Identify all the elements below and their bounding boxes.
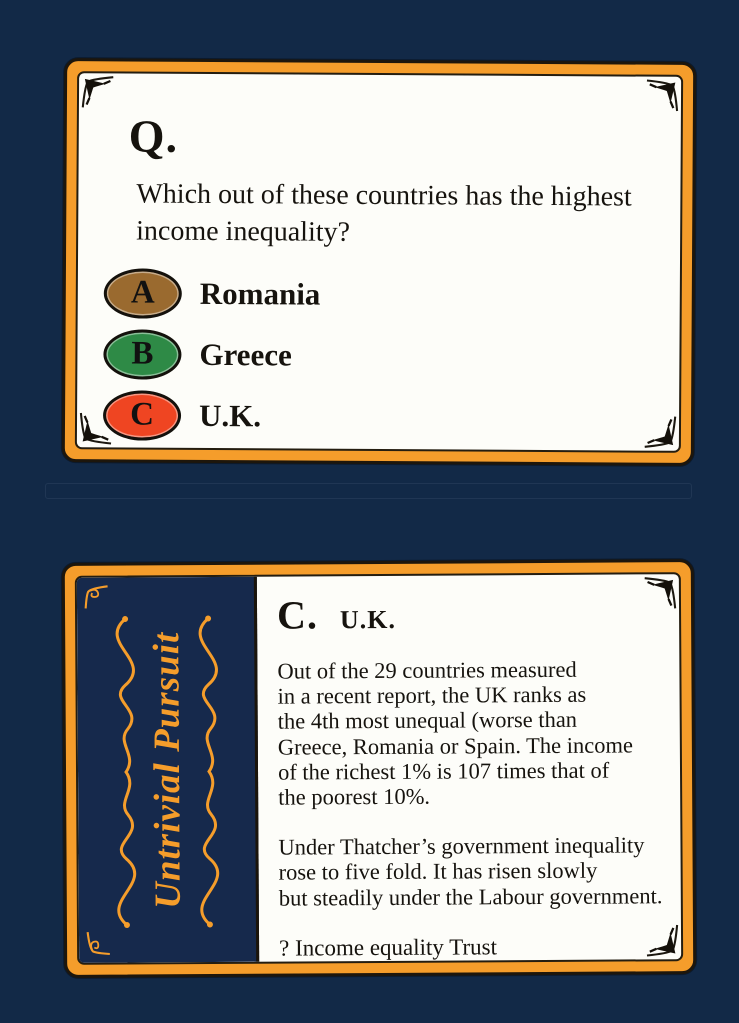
answer-paragraph-2: Under Thatcher’s government inequality rose to five fold. It has risen slowly but steadily under the Labour government. xyxy=(278,832,663,911)
question-card xyxy=(62,58,696,466)
option-c-label: U.K. xyxy=(198,397,262,434)
answer-heading: C. xyxy=(276,592,319,638)
corner-flourish-icon xyxy=(644,922,680,958)
option-a-oval[interactable]: A xyxy=(104,268,182,318)
flourish-icon xyxy=(104,605,146,935)
corner-curl-icon xyxy=(83,584,113,614)
brand-panel xyxy=(77,577,259,963)
answer-card-face xyxy=(75,572,683,965)
brand-title: Untrivial Pursuit xyxy=(145,631,188,909)
corner-flourish-icon xyxy=(78,410,114,446)
answer-paragraph-1: Out of the 29 countries measured in a recent report, the UK ranks as the 4th most unequal (worse than Greece, Romania or Spain. The income of the richest 1% is 107 times that of the poorest 10%. xyxy=(277,656,634,810)
corner-flourish-icon xyxy=(642,414,678,450)
option-b[interactable] xyxy=(103,329,639,382)
corner-flourish-icon xyxy=(644,78,680,114)
corner-flourish-icon xyxy=(642,575,678,611)
corner-curl-icon xyxy=(85,927,115,957)
option-c[interactable] xyxy=(103,390,639,443)
question-heading: Q. xyxy=(128,110,179,162)
option-b-label: Greece xyxy=(199,336,292,373)
brand-lockup xyxy=(90,587,242,953)
answer-card xyxy=(62,559,697,978)
answer-heading-row xyxy=(277,589,661,638)
option-a-label: Romania xyxy=(199,275,321,312)
options-list xyxy=(103,268,640,443)
option-a[interactable] xyxy=(104,268,640,321)
answer-value: U.K. xyxy=(339,604,397,635)
flourish-icon xyxy=(187,604,229,934)
answer-source: ? Income equality Trust xyxy=(279,933,498,961)
background-seam xyxy=(45,483,692,499)
option-c-oval[interactable]: C xyxy=(103,390,181,440)
option-b-oval[interactable]: B xyxy=(103,329,181,379)
question-text: Which out of these countries has the highest income inequality? xyxy=(136,178,632,248)
corner-flourish-icon xyxy=(80,74,116,110)
question-card-face xyxy=(75,71,683,453)
answer-text-area xyxy=(257,574,681,962)
